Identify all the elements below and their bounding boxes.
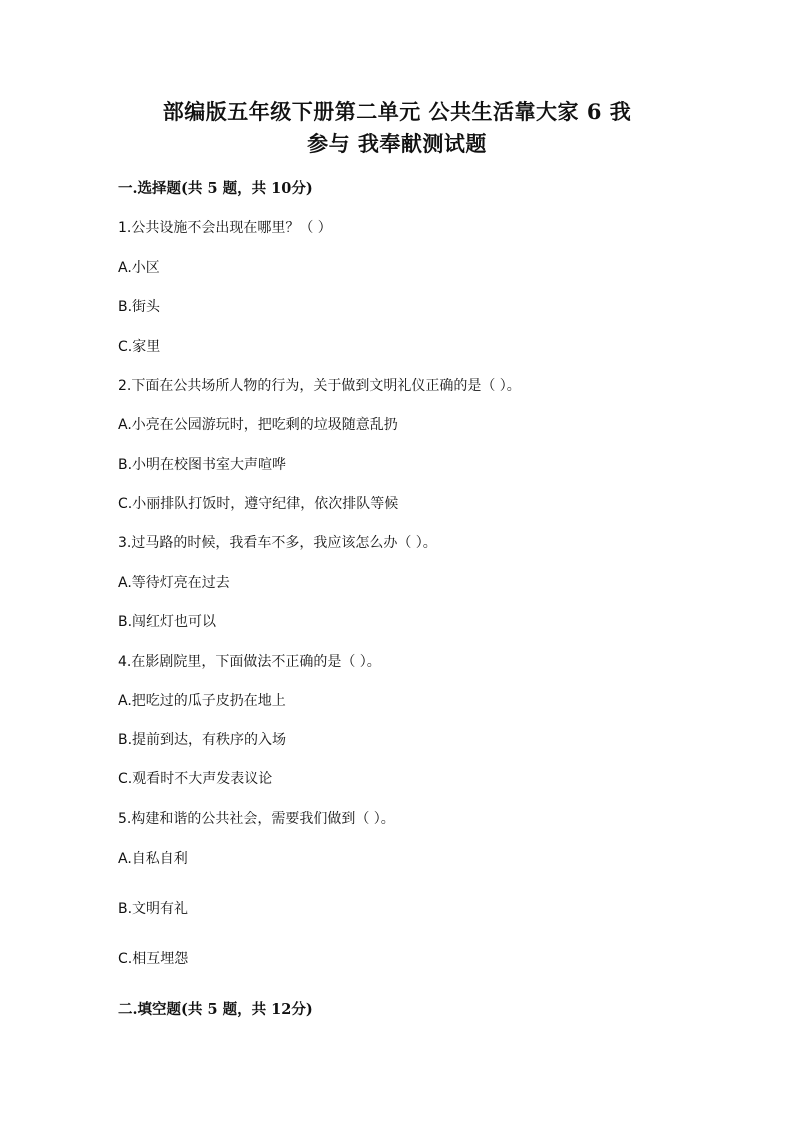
question-2-option-b: B.小明在校图书室大声喧哗 xyxy=(118,457,287,473)
question-2-option-a: A.小亮在公园游玩时，把吃剩的垃圾随意乱扔 xyxy=(118,417,398,433)
question-1-option-c: C.家里 xyxy=(118,339,161,355)
question-4: 4.在影剧院里，下面做法不正确的是（ ）。 xyxy=(118,654,381,670)
question-3-option-a: A.等待灯亮在过去 xyxy=(118,575,230,591)
title-line-1: 部编版五年级下册第二单元 公共生活靠大家 6 我 xyxy=(162,99,632,124)
question-3: 3.过马路的时候，我看车不多，我应该怎么办（ ）。 xyxy=(118,535,437,551)
question-2: 2.下面在公共场所人物的行为，关于做到文明礼仪正确的是（ ）。 xyxy=(118,378,521,394)
document-title xyxy=(100,96,694,160)
section-heading-fill-blank: 二.填空题(共 5 题，共 12分) xyxy=(118,1001,313,1018)
question-2-option-c: C.小丽排队打饭时，遵守纪律，依次排队等候 xyxy=(118,496,399,512)
question-5-option-c: C.相互埋怨 xyxy=(118,951,189,967)
title-line-2: 参与 我奉献测试题 xyxy=(307,131,487,156)
question-1-option-b: B.街头 xyxy=(118,299,161,315)
question-1-option-a: A.小区 xyxy=(118,260,160,276)
question-5: 5.构建和谐的公共社会，需要我们做到（ ）。 xyxy=(118,811,395,827)
question-1: 1.公共设施不会出现在哪里？（ ） xyxy=(118,220,332,236)
section-heading-choice: 一.选择题(共 5 题，共 10分) xyxy=(118,180,313,197)
question-4-option-b: B.提前到达，有秩序的入场 xyxy=(118,732,287,748)
question-3-option-b: B.闯红灯也可以 xyxy=(118,614,217,630)
question-4-option-a: A.把吃过的瓜子皮扔在地上 xyxy=(118,693,286,709)
question-4-option-c: C.观看时不大声发表议论 xyxy=(118,771,273,787)
question-5-option-a: A.自私自利 xyxy=(118,851,188,867)
question-5-option-b: B.文明有礼 xyxy=(118,901,189,917)
